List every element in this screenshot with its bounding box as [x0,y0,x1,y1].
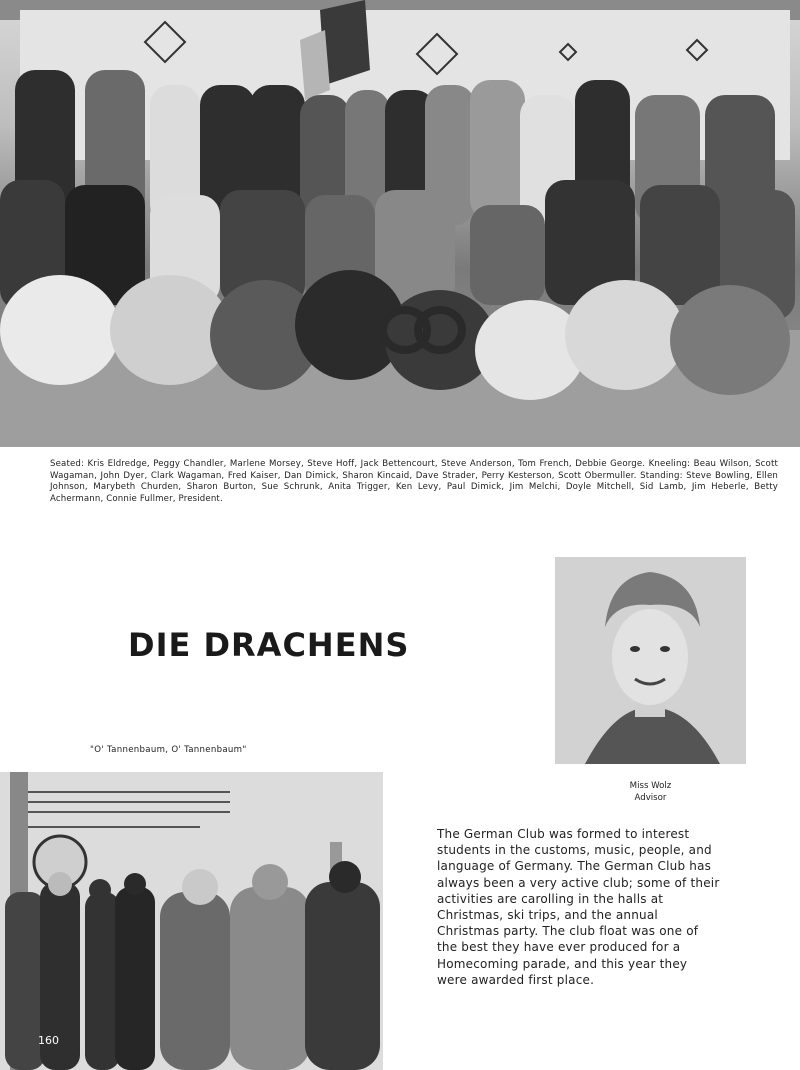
page-number: 160 [38,1034,59,1047]
advisor-credit [555,780,746,804]
advisor-name: Miss Wolz [629,781,672,791]
group-photo-illustration [0,0,800,447]
advisor-portrait-illustration [555,557,746,764]
article-body: The German Club was formed to interest students in the customs, music, people, and language of Germany. The German Club has always been a very active club; some of their activities are carolling in the halls at Christmas, ski trips, and the annual Christmas party. The club float was one of the best they have ever produced for a Homecoming parade, and this year they were awarded first place. [437,827,720,987]
group-photo [0,0,800,447]
advisor-role: Advisor [634,793,667,803]
caroling-photo-caption: "O' Tannenbaum, O' Tannenbaum" [90,745,247,755]
caroling-photo [0,772,383,1070]
group-photo-caption: Seated: Kris Eldredge, Peggy Chandler, Marlene Morsey, Steve Hoff, Jack Bettencourt, Steve Anderson, Tom French, Debbie George. Kneeling: Beau Wilson, Scott Wagaman, John Dyer, Clark Wagaman, Fred Kaiser, Dan Dimick, Sharon Kincaid, Dave Strader, Perry Kesterson, Scott Obermuller. Standing: Steve Bowling, Ellen Johnson, Marybeth Churden, Sharon Burton, Sue Schrunk, Anita Trigger, Ken Levy, Paul Dimick, Jim Melchi, Doyle Mitchell, Sid Lamb, Jim Heberle, Betty Achermann, Connie Fullmer, President. [50,459,778,504]
page-title: DIE DRACHENS [128,626,410,664]
caroling-photo-illustration [0,772,383,1070]
advisor-portrait [555,557,746,764]
